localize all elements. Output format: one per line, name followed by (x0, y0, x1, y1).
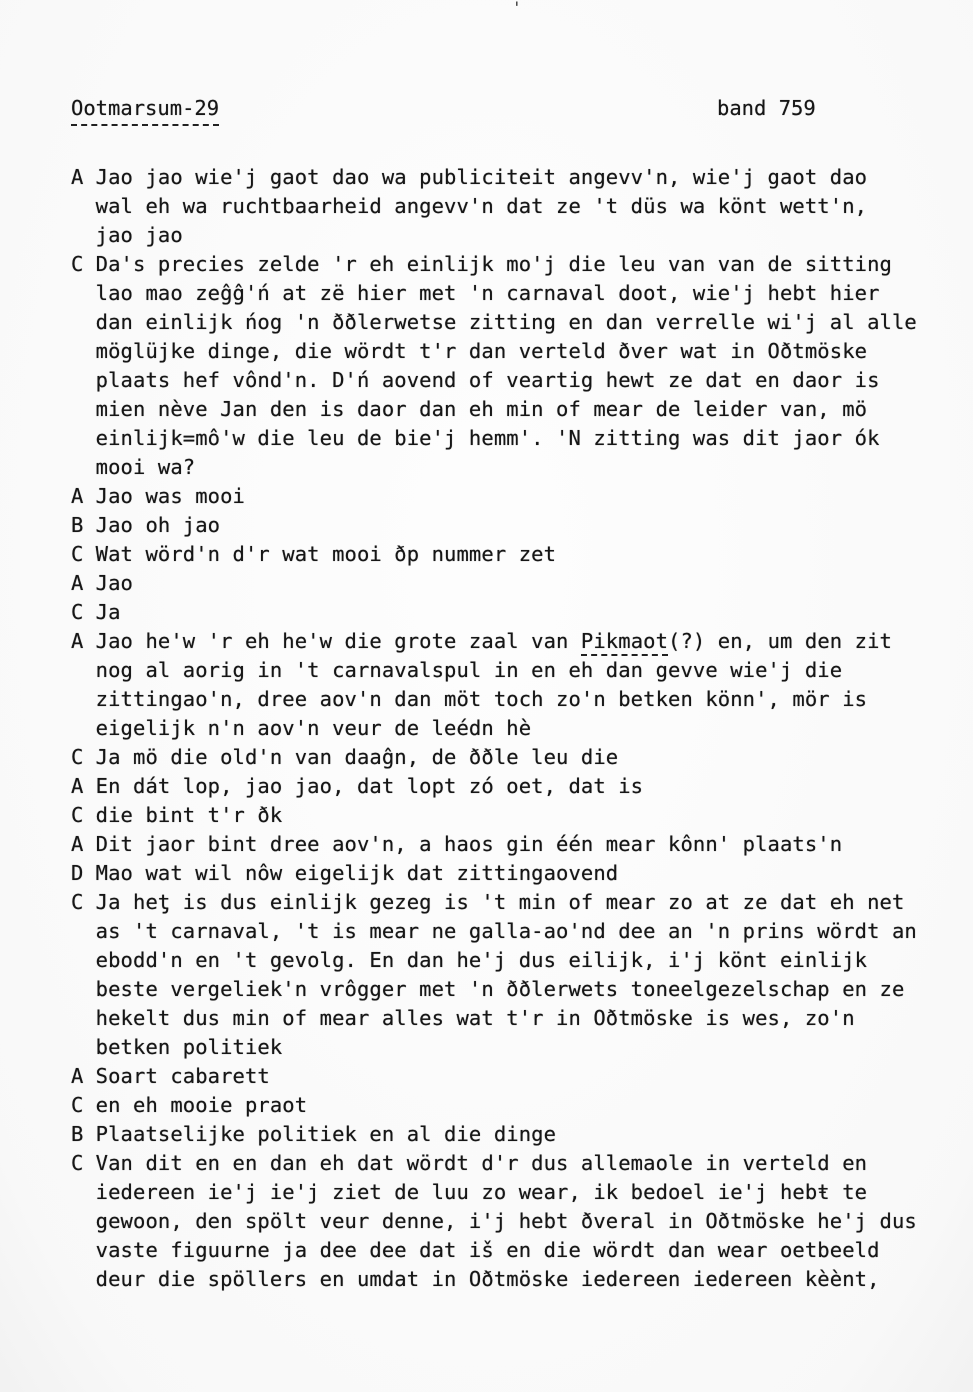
speaker-label: A (71, 774, 84, 798)
speaker-label: C (71, 890, 84, 914)
turn-text: Dit jaor bint dree aov'n, a haos gin één mear kônn' plaats'n (95, 832, 843, 856)
speaker-label: C (71, 600, 84, 624)
transcript-turn (71, 627, 936, 743)
transcript-turn (71, 250, 936, 482)
speaker-label: B (71, 513, 84, 537)
speaker-label: C (71, 252, 84, 276)
scan-speck: ' (512, 0, 522, 17)
turn-text: Jao he'w 'r eh he'w die grote zaal van Pikmaot(?) en, um den zit nog al aorig in 't carnavalspul in en eh dan gevve wie'j die zittingao'n, dree aov'n dan möt toch zo'n betken könn', mör is eigelijk n'n aov'n veur de leédn hè (95, 629, 892, 740)
speaker-label: C (71, 803, 84, 827)
underlined-word: Pikmaot (581, 629, 668, 656)
page-title: Ootmarsum-29 (71, 96, 219, 126)
turn-text: Jao oh jao (95, 513, 221, 537)
text-segment: (?) en, um den zit (668, 629, 892, 653)
transcript-turn (71, 772, 936, 801)
turn-text: Wat wörd'n d'r wat mooi ðp nummer zet (95, 542, 557, 566)
speaker-label: A (71, 484, 84, 508)
speaker-label: A (71, 165, 84, 189)
speaker-label: A (71, 832, 84, 856)
text-segment: Jao he'w 'r eh he'w die grote zaal van (95, 629, 581, 653)
transcript-turn (71, 511, 936, 540)
transcript-turn (71, 830, 936, 859)
transcript-turn (71, 1120, 936, 1149)
turn-text: en eh mooie praot (95, 1093, 308, 1117)
band-number-label: band 759 (717, 96, 816, 120)
turn-text: Jao was mooi (95, 484, 245, 508)
turn-text: Mao wat wil nôw eigelijk dat zittingaovend (95, 861, 619, 885)
speaker-label: C (71, 1151, 84, 1175)
transcript-turn (71, 163, 936, 250)
transcript-turn (71, 1149, 936, 1294)
turn-text: Plaatselijke politiek en al die dinge (95, 1122, 557, 1146)
transcript-turn (71, 482, 936, 511)
transcript-turn (71, 743, 936, 772)
transcript-turn (71, 598, 936, 627)
speaker-label: C (71, 1093, 84, 1117)
page-header (71, 96, 903, 130)
transcript-turn (71, 1091, 936, 1120)
turn-text: Da's precies zelde 'r eh einlijk mo'j die leu van van de sitting lao mao zeĝĝ'ń at zë hier met 'n carnaval doot, wie'j hebt hier dan einlijk ńog 'n ððlerwetse zitting en dan verrelle wi'j al alle möglüjke dinge, die wördt t'r dan verteld ðver wat in Oðtmöske plaats hef vônd'n. D'ń aovend of veartig hewt ze dat en daor is mien nève Jan den is daor dan eh min of mear de leider van, mö einlijk=mô'w die leu de bie'j hemm'. 'N zitting was dit jaor ók mooi wa? (95, 252, 917, 479)
transcript-turn (71, 888, 936, 1062)
turn-text: Van dit en en dan eh dat wördt d'r dus allemaole in verteld en iedereen ie'j ie'j ziet de luu zo wear, ik bedoel ie'j hebŧ te gewoon, den spölt veur denne, i'j hebt ðveral in Oðtmöske he'j dus vaste figuurne ja dee dee dat iš en die wördt dan wear oetbeeld deur die spöllers en umdat in Oðtmöske iedereen iedereen kèènt, (95, 1151, 917, 1291)
turn-text: Jao jao wie'j gaot dao wa publiciteit angevv'n, wie'j gaot dao wal eh wa ruchtbaarheid angevv'n dat ze 't düs wa könt wett'n, jao jao (95, 165, 868, 247)
turn-text: die bint t'r ðk (95, 803, 283, 827)
speaker-label: A (71, 571, 84, 595)
transcript-turn (71, 801, 936, 830)
speaker-label: C (71, 542, 84, 566)
speaker-label: C (71, 745, 84, 769)
turn-text: Ja mö die old'n van daaĝn, de ððle leu die (95, 745, 619, 769)
speaker-label: A (71, 1064, 84, 1088)
turn-text: Ja (95, 600, 121, 624)
transcript-turn (71, 569, 936, 598)
speaker-label: A (71, 629, 84, 653)
transcript-body (71, 163, 936, 1294)
turn-text: Soart cabarett (95, 1064, 270, 1088)
transcript-turn (71, 859, 936, 888)
turn-text: Jao (95, 571, 133, 595)
transcript-turn (71, 1062, 936, 1091)
turn-text: Ja heƫ is dus einlijk gezeg is 't min of mear zo at ze dat eh net as 't carnaval, 't is mear ne galla-ao'nd dee an 'n prins wördt an ebodd'n en 't gevolg. En dan he'j dus eilijk, i'j könt einlijk beste vergeliek'n vrôgger met 'n ððlerwets toneelgezelschap en ze hekelt dus min of mear alles wat t'r in Oðtmöske is wes, zo'n betken politiek (95, 890, 917, 1059)
speaker-label: B (71, 1122, 84, 1146)
transcript-turn (71, 540, 936, 569)
turn-text: En dát lop, jao jao, dat lopt zó oet, dat is (95, 774, 644, 798)
speaker-label: D (71, 861, 84, 885)
